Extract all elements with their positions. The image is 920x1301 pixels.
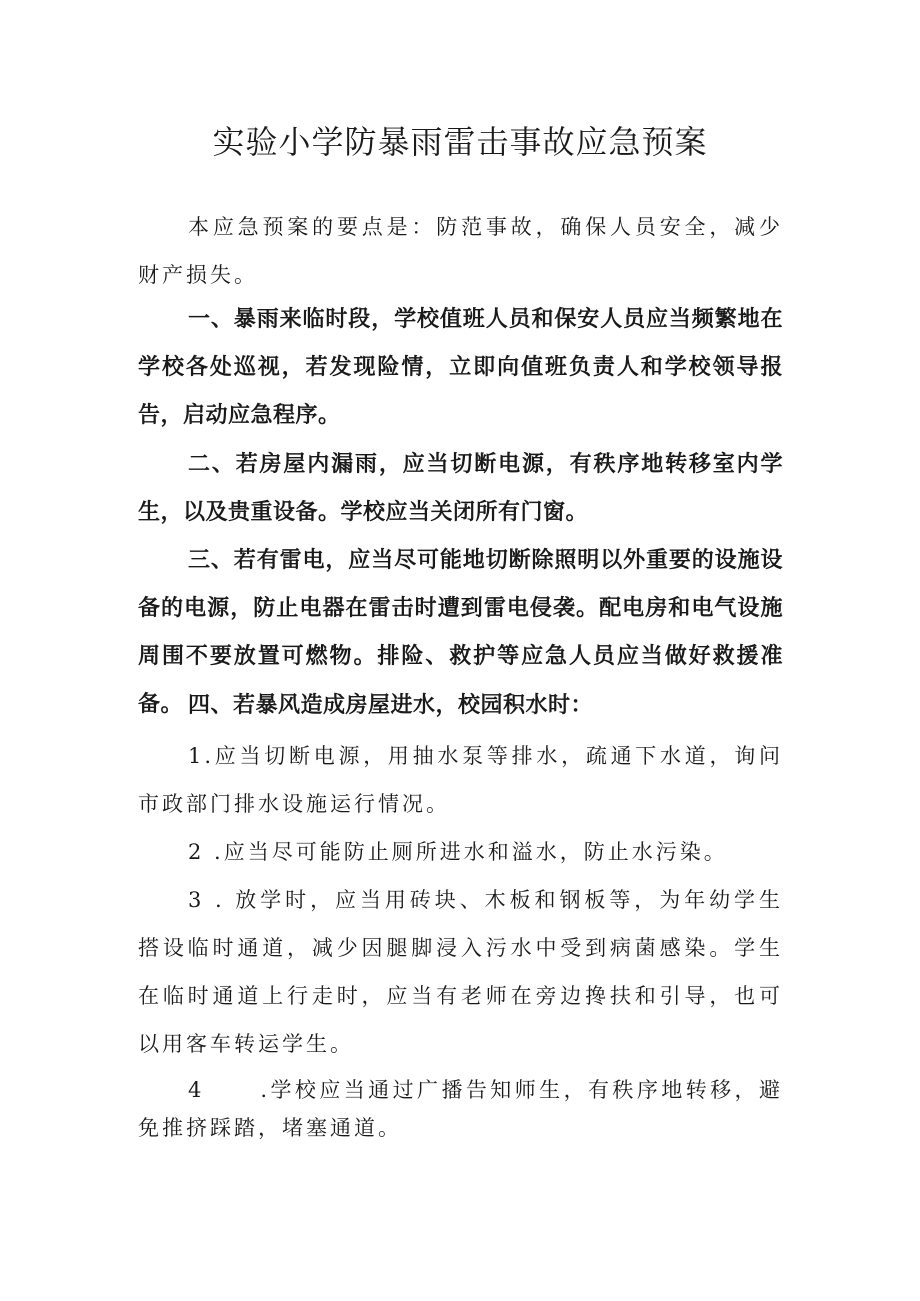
section-1-paragraph: 一、暴雨来临时段，学校值班人员和保安人员应当频繁地在学校各处巡视，若发现险情，立即向值班负责人和学校领导报告，启动应急程序。 xyxy=(138,307,783,428)
step-4-paragraph xyxy=(138,1071,783,1147)
step-3-paragraph: 3 . 放学时，应当用砖块、木板和钢板等，为年幼学生搭设临时通道，减少因腿脚浸入污水中受到病菌感染。学生在临时通道上行走时，应当有老师在旁边搀扶和引导，也可以用客车转运学生。 xyxy=(138,888,783,1056)
step-1-paragraph: 1.应当切断电源，用抽水泵等排水，疏通下水道，询问市政部门排水设施运行情况。 xyxy=(138,744,783,816)
step-2-paragraph: 2 .应当尽可能防止厕所进水和溢水，防止水污染。 xyxy=(188,840,728,864)
document-title: 实验小学防暴雨雷击事故应急预案 xyxy=(212,123,708,161)
step-4-text: .学校应当通过广播告知师生，有秩序地转移，避免推挤踩踏，堵塞通道。 xyxy=(138,1078,783,1140)
section-4-paragraph: 四、若暴风造成房屋进水，校园积水时： xyxy=(188,693,594,718)
section-3-paragraph: 三、若有雷电，应当尽可能地切断除照明以外重要的设施设备的电源，防止电器在雷击时遭到雷电侵袭。配电房和电气设施周围不要放置可燃物。排险、救护等应急人员应当做好救援准备。 xyxy=(138,548,783,717)
intro-paragraph: 本应急预案的要点是：防范事故，确保人员安全，减少财产损失。 xyxy=(138,215,783,287)
step-4-number: 4 xyxy=(188,1078,205,1102)
section-2-paragraph: 二、若房屋内漏雨，应当切断电源，有秩序地转移室内学生，以及贵重设备。学校应当关闭所有门窗。 xyxy=(138,452,783,525)
